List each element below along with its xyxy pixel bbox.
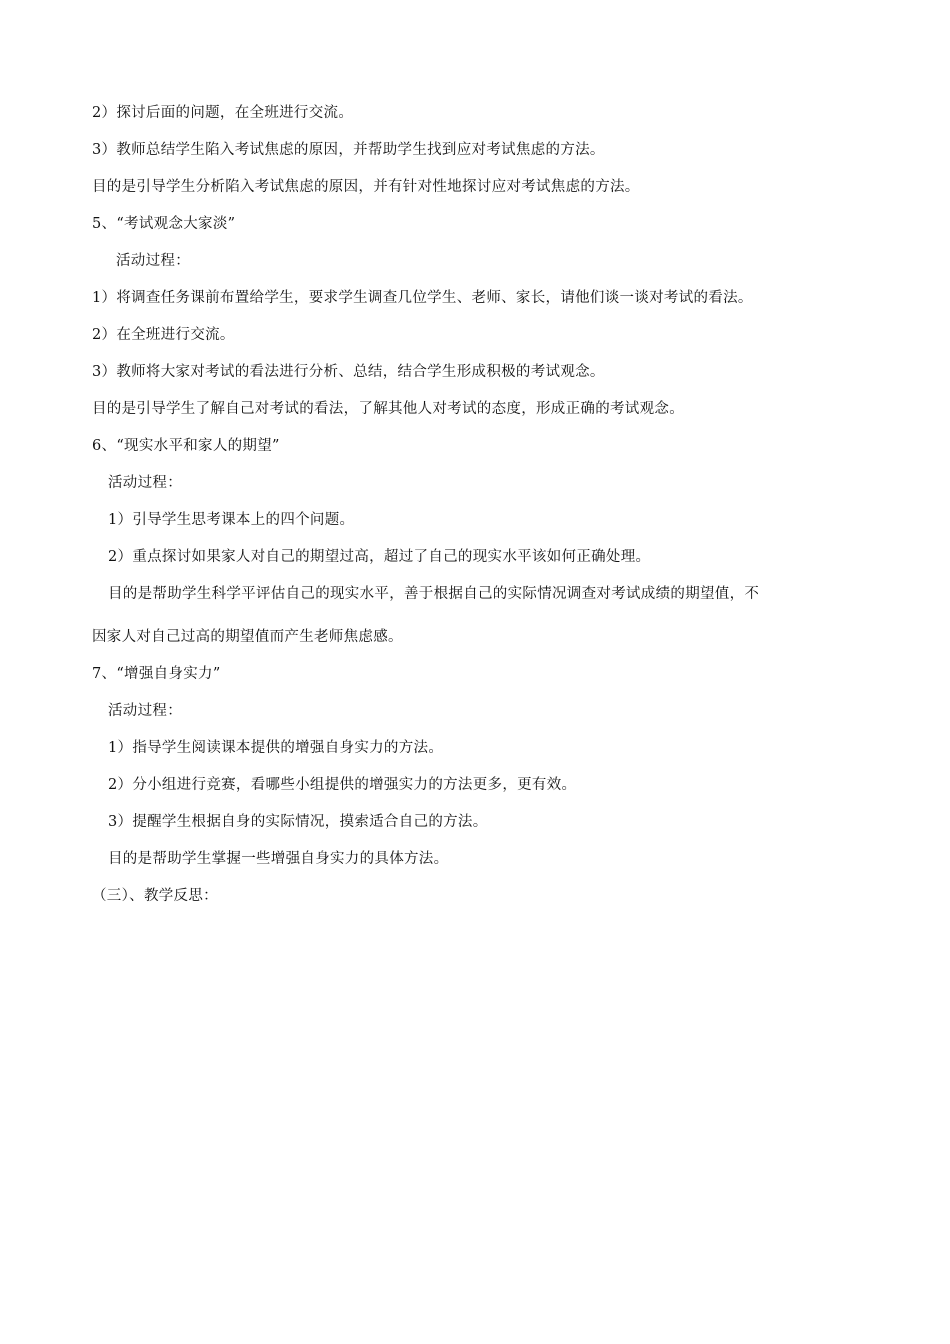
paragraph-line: 2）分小组进行竞赛，看哪些小组提供的增强实力的方法更多，更有效。 <box>108 777 577 793</box>
section-heading: 6、“现实水平和家人的期望” <box>92 438 280 454</box>
paragraph-line: 3）教师将大家对考试的看法进行分析、总结，结合学生形成积极的考试观念。 <box>92 364 605 380</box>
paragraph-line: 3）提醒学生根据自身的实际情况，摸索适合自己的方法。 <box>108 814 488 830</box>
activity-label: 活动过程： <box>108 475 182 491</box>
paragraph-line: 目的是引导学生分析陷入考试焦虑的原因，并有针对性地探讨应对考试焦虑的方法。 <box>92 179 640 195</box>
paragraph-line: 因家人对自己过高的期望值而产生老师焦虑感。 <box>92 629 403 645</box>
paragraph-line: 目的是帮助学生掌握一些增强自身实力的具体方法。 <box>108 851 449 867</box>
paragraph-line: 2）探讨后面的问题，在全班进行交流。 <box>92 105 354 121</box>
paragraph-line: 2）重点探讨如果家人对自己的期望过高，超过了自己的现实水平该如何正确处理。 <box>108 549 651 565</box>
paragraph-line: 3）教师总结学生陷入考试焦虑的原因，并帮助学生找到应对考试焦虑的方法。 <box>92 142 605 158</box>
paragraph-line: 1）将调查任务课前布置给学生，要求学生调查几位学生、老师、家长，请他们谈一谈对考试的看法。 <box>92 290 753 306</box>
activity-label: 活动过程： <box>108 703 182 719</box>
paragraph-line: 1）指导学生阅读课本提供的增强自身实力的方法。 <box>108 740 444 756</box>
paragraph-line: 2）在全班进行交流。 <box>92 327 235 343</box>
section-heading: （三）、教学反思： <box>92 888 218 904</box>
paragraph-line: 目的是引导学生了解自己对考试的看法，了解其他人对考试的态度，形成正确的考试观念。 <box>92 401 684 417</box>
paragraph-line: 目的是帮助学生科学平评估自己的现实水平，善于根据自己的实际情况调查对考试成绩的期望值，不 <box>108 586 760 602</box>
section-heading: 5、“考试观念大家淡” <box>92 216 236 232</box>
section-heading: 7、“增强自身实力” <box>92 666 221 682</box>
paragraph-line: 1）引导学生思考课本上的四个问题。 <box>108 512 355 528</box>
activity-label: 活动过程： <box>116 253 190 269</box>
